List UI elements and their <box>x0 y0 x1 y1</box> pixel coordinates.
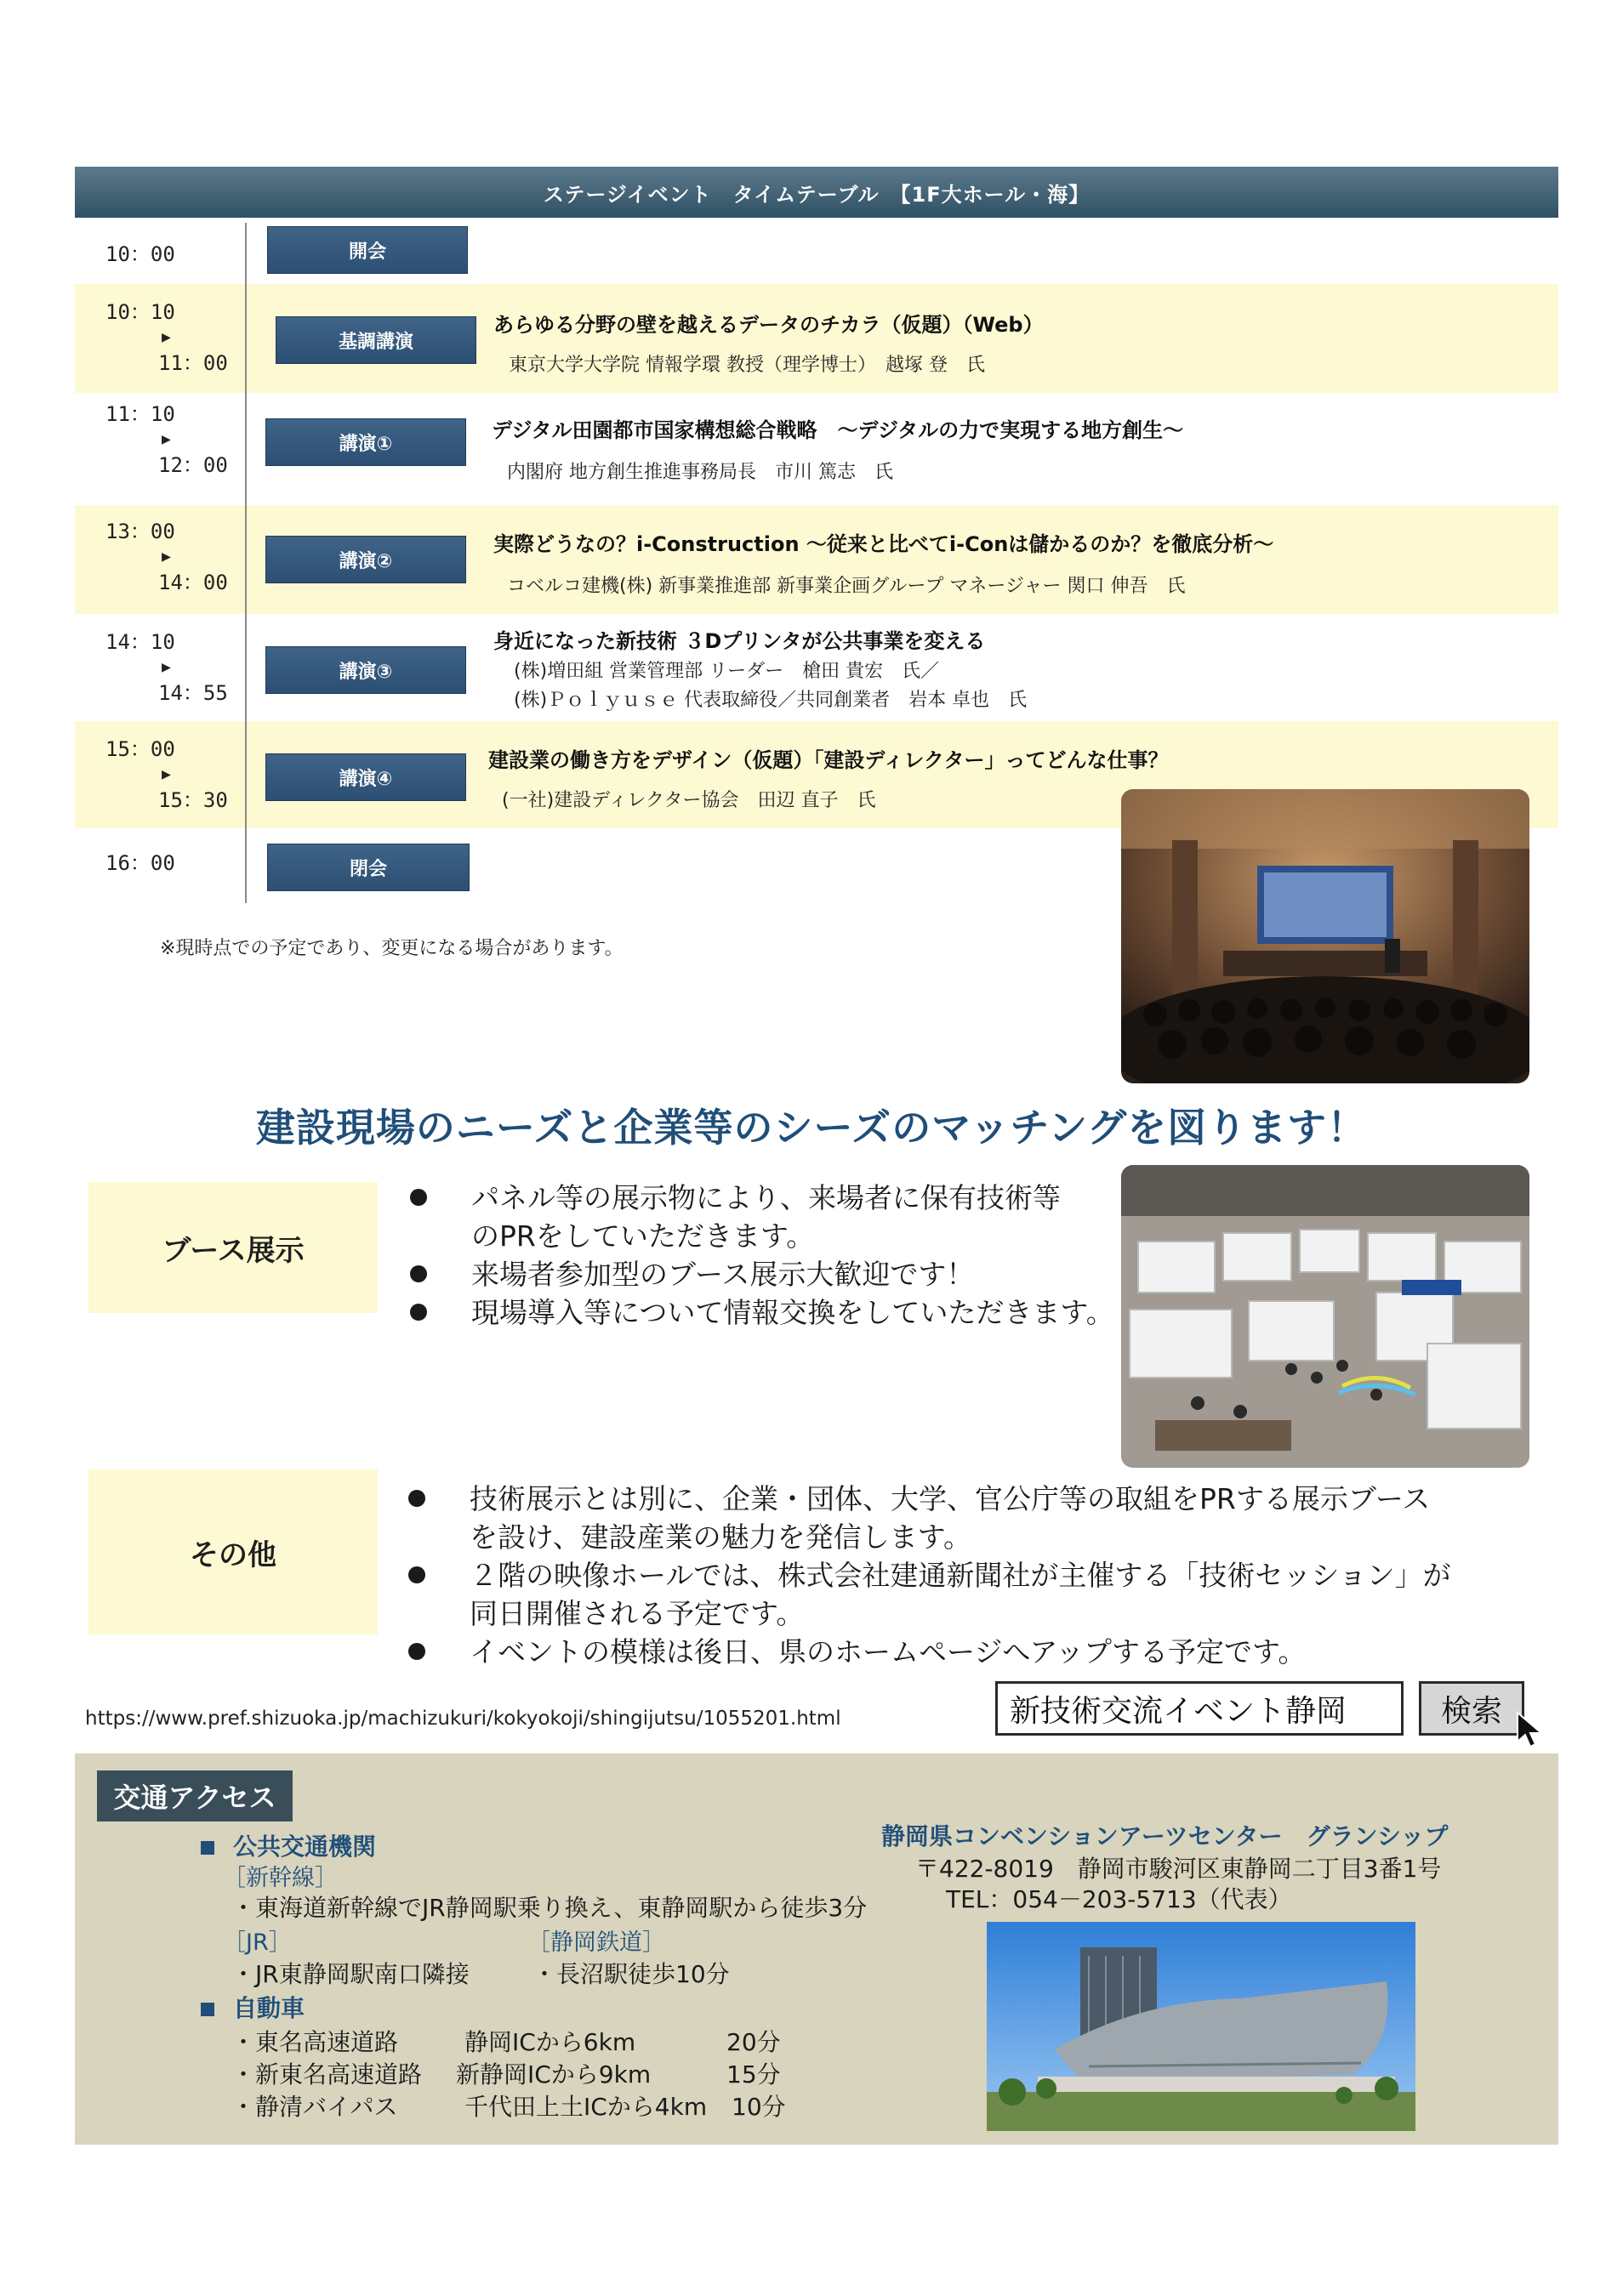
talk1-title: デジタル田園都市国家構想総合戦略 ～デジタルの力で実現する地方創生～ <box>492 418 1184 442</box>
shinkansen-bracket: ［新幹線］ <box>223 1865 338 1891</box>
square-bullet-icon <box>201 1841 214 1855</box>
public-transport-heading: 公共交通機関 <box>201 1828 376 1862</box>
talk2-speaker: コベルコ建機(株) 新事業推進部 新事業企画グループ マネージャー 関口 伸吾 氏 <box>507 576 1186 597</box>
talk3-speaker-2: (株)Ｐｏｌｙｕｓｅ 代表取締役／共同創業者 岩本 卓也 氏 <box>514 690 1028 711</box>
time-talk1: 11：10 ▶ 12：00 <box>105 402 228 477</box>
time-talk4: 15：00 ▶ 15：30 <box>105 737 228 812</box>
time-opening: 10：00 <box>105 242 175 266</box>
search-button[interactable]: 検索 <box>1419 1681 1524 1736</box>
talk3-title: 身近になった新技術 ３Dプリンタが公共事業を変える <box>493 629 986 653</box>
square-bullet-icon <box>201 2003 214 2016</box>
venue-tel: TEL：054－203-5713（代表） <box>946 1885 1292 1913</box>
closing-label: 閉会 <box>267 844 470 891</box>
mouse-cursor-icon <box>1516 1711 1550 1752</box>
talk4-label: 講演④ <box>265 753 466 801</box>
car-road: ・東名高速道路 <box>231 2028 399 2056</box>
shinkansen-text: ・東海道新幹線でJR静岡駅乗り換え、東静岡駅から徒歩3分 <box>231 1894 868 1922</box>
talk4-speaker: (一社)建設ディレクター協会 田辺 直子 氏 <box>502 790 876 811</box>
other-label: その他 <box>88 1469 378 1634</box>
booth-label: ブース展示 <box>88 1182 378 1313</box>
talk1-speaker: 内閣府 地方創生推進事務局長 市川 篤志 氏 <box>507 462 893 483</box>
time-keynote: 10：10 ▶ 11：00 <box>105 300 228 375</box>
car-time: 10分 <box>732 2093 786 2121</box>
car-ic: 静岡ICから6km <box>464 2028 636 2056</box>
booth-bullets <box>410 1179 1125 1332</box>
page-url[interactable]: https://www.pref.shizuoka.jp/machizukuri/kokyokoji/shingijutsu/1055201.html <box>85 1708 841 1730</box>
car-ic: 新静岡ICから9km <box>456 2060 652 2089</box>
talk3-speaker-1: (株)増田組 営業管理部 リーダー 槍田 貴宏 氏／ <box>514 661 940 682</box>
other-bullet: ２階の映像ホールでは、株式会社建通新聞社が主催する「技術セッション」が 同日開催される予定です。 <box>408 1556 1514 1633</box>
timetable-header: ステージイベント タイムテーブル 【1F大ホール・海】 <box>75 167 1558 218</box>
car-time: 20分 <box>726 2028 781 2056</box>
keynote-speaker: 東京大学大学院 情報学環 教授（理学博士） 越塚 登 氏 <box>509 355 985 376</box>
jr-text: ・JR東静岡駅南口隣接 <box>231 1960 470 1988</box>
booth-photo <box>1121 1165 1529 1468</box>
time-closing: 16：00 <box>105 851 175 875</box>
car-road: ・新東名高速道路 <box>231 2060 423 2089</box>
car-time: 15分 <box>726 2060 781 2089</box>
search-input[interactable]: 新技術交流イベント静岡 <box>995 1681 1404 1736</box>
venue-name: 静岡県コンベンションアーツセンター グランシップ <box>881 1822 1449 1850</box>
other-bullet: イベントの模様は後日、県のホームページへアップする予定です。 <box>408 1633 1514 1671</box>
jr-bracket: ［JR］ <box>223 1929 292 1956</box>
matching-headline: 建設現場のニーズと企業等のシーズのマッチングを図ります！ <box>255 1105 1368 1151</box>
keynote-label: 基調講演 <box>276 316 476 364</box>
talk2-label: 講演② <box>265 536 466 583</box>
time-talk3: 14：10 ▶ 14：55 <box>105 630 228 705</box>
other-bullets <box>408 1480 1514 1671</box>
timetable-note: ※現時点での予定であり、変更になる場合があります。 <box>160 938 624 959</box>
keynote-title: あらゆる分野の壁を越えるデータのチカラ（仮題）（Web） <box>493 313 1044 337</box>
stage-photo <box>1121 789 1529 1083</box>
talk1-label: 講演① <box>265 418 466 466</box>
talk3-label: 講演③ <box>265 646 466 694</box>
time-talk2: 13：00 ▶ 14：00 <box>105 520 228 594</box>
venue-address: 〒422-8019 静岡市駿河区東静岡二丁目3番1号 <box>915 1855 1442 1883</box>
car-ic: 千代田上土ICから4km <box>464 2093 708 2121</box>
talk4-title: 建設業の働き方をデザイン（仮題）「建設ディレクター」ってどんな仕事？ <box>488 748 1169 772</box>
booth-bullet: 現場導入等について情報交換をしていただきます。 <box>410 1293 1125 1332</box>
shizutetsu-text: ・長沼駅徒歩10分 <box>532 1960 730 1988</box>
car-road: ・静清バイパス <box>231 2093 398 2121</box>
talk2-title: 実際どうなの？i-Construction ～従来と比べてi-Conは儲かるのか？を徹底分析～ <box>493 532 1274 556</box>
building-photo <box>987 1922 1415 2131</box>
car-heading: 自動車 <box>201 1990 305 2024</box>
booth-bullet: パネル等の展示物により、来場者に保有技術等 のPRをしていただきます。 <box>410 1179 1125 1255</box>
shizutetsu-bracket: ［静岡鉄道］ <box>527 1929 665 1956</box>
timetable-divider <box>245 223 247 903</box>
booth-bullet: 来場者参加型のブース展示大歓迎です！ <box>410 1255 1125 1293</box>
other-bullet: 技術展示とは別に、企業・団体、大学、官公庁等の取組をPRする展示ブース を設け、建設産業の魅力を発信します。 <box>408 1480 1514 1556</box>
opening-label: 開会 <box>267 226 468 274</box>
access-title: 交通アクセス <box>97 1770 293 1821</box>
